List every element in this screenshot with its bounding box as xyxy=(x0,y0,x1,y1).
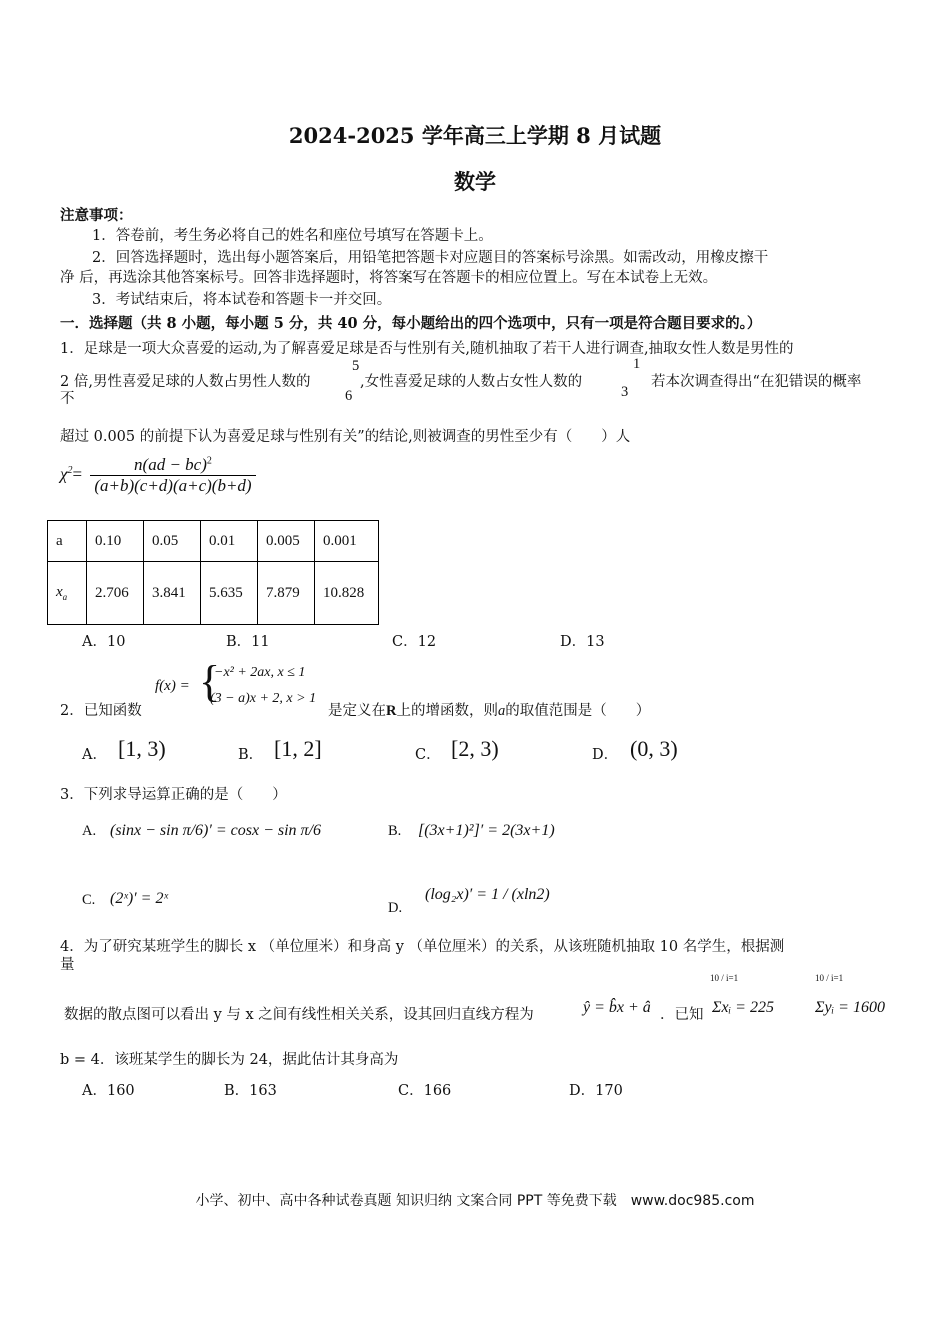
q2-option-a-value: [1, 3) xyxy=(118,736,166,761)
table-cell: 0.01 xyxy=(201,521,258,562)
q2-suffix xyxy=(328,699,650,720)
q4-sum-x-limits: 10 / i=1 xyxy=(710,973,739,983)
q4-option-b[interactable]: B．163 xyxy=(224,1083,277,1099)
q2-option-c-value: [2, 3) xyxy=(451,736,499,761)
q1-line-3: 超过 0.005 的前提下认为喜爱足球与性别有关”的结论,则被调查的男性至少有（ ）人 xyxy=(60,429,631,445)
q1-option-c[interactable]: C．12 xyxy=(392,634,437,650)
table-cell: 10.828 xyxy=(315,562,379,625)
q2-case-1: −x² + 2ax, x ≤ 1 xyxy=(214,665,306,680)
q4-sum-y-limits: 10 / i=1 xyxy=(815,973,844,983)
q4-sum-x: Σxᵢ = 225 xyxy=(712,999,774,1016)
q1-frac2-den: 3 xyxy=(621,384,629,400)
chi-numerator-sup: 2 xyxy=(206,455,212,467)
q3-option-d-expr: (log₂x)′ = 1 / (xln2) xyxy=(425,886,550,903)
notice-heading: 注意事项： xyxy=(60,207,133,224)
notice-item-2-cont: 净 后，再选涂其他答案标号。回答非选择题时，将答案写在答题卡的相应位置上。写在本试卷上无效。 xyxy=(60,270,718,286)
table-cell: 0.005 xyxy=(258,521,315,562)
x-alpha-sub: a xyxy=(62,592,68,602)
chi-eq: = xyxy=(72,464,83,484)
table-cell: 0.05 xyxy=(144,521,201,562)
q4-line-2: 数据的散点图可以看出 y 与 x 之间有线性相关关系，设其回归直线方程为 xyxy=(64,1007,534,1023)
q4-line-3: b = 4．该班某学生的脚长为 24，据此估计其身高为 xyxy=(60,1052,399,1068)
q1-frac1-den: 6 xyxy=(345,388,353,404)
table-cell: a xyxy=(48,521,87,562)
table-cell: 0.10 xyxy=(87,521,144,562)
q2-prefix: 2．已知函数 xyxy=(60,703,142,719)
q4-sum-y: Σyᵢ = 1600 xyxy=(815,999,885,1016)
q1-frac1-num: 5 xyxy=(352,358,360,374)
q1-option-b[interactable]: B．11 xyxy=(226,634,270,650)
table-row xyxy=(48,562,379,625)
critical-value-table xyxy=(47,520,379,625)
q4-regression-eq: ŷ = b̂x + â xyxy=(583,999,651,1016)
q2-option-a-label[interactable]: A． xyxy=(82,747,107,763)
chi-sup: 2 xyxy=(67,464,73,476)
q1-frac2-num: 1 xyxy=(633,356,641,372)
table-cell: 3.841 xyxy=(144,562,201,625)
q2-option-c-label[interactable]: C． xyxy=(415,747,441,763)
x-alpha-label: x xyxy=(56,584,63,600)
table-cell: 2.706 xyxy=(87,562,144,625)
q3-option-a-label[interactable]: A. xyxy=(82,823,97,839)
q3-option-d-label[interactable]: D. xyxy=(388,900,403,916)
q4-line-1: 4．为了研究某班学生的脚长 x （单位厘米）和身高 y （单位厘米）的关系，从该班随机抽取 10 名学生，根据测 xyxy=(60,939,785,955)
q2-suffix-var: a xyxy=(497,703,506,719)
q3-stem: 3．下列求导运算正确的是（ ） xyxy=(60,787,287,803)
q2-suffix-r: R xyxy=(386,703,397,719)
q1-line-2d: 不 xyxy=(60,391,75,407)
q3-option-b-expr: [(3x+1)²]′ = 2(3x+1) xyxy=(418,822,555,839)
q1-option-a[interactable]: A．10 xyxy=(82,634,126,650)
q4-option-c[interactable]: C．166 xyxy=(398,1083,452,1099)
chi-numerator: n(ad − bc) xyxy=(134,455,207,474)
table-cell: 0.001 xyxy=(315,521,379,562)
q2-brace: { xyxy=(199,657,221,706)
q3-option-b-label[interactable]: B. xyxy=(388,823,402,839)
q1-line-2b: ,女性喜爱足球的人数占女性人数的 xyxy=(360,374,583,390)
chi-denominator: (a+b)(c+d)(a+c)(b+d) xyxy=(94,476,252,495)
q2-option-b-value: [1, 2] xyxy=(274,736,322,761)
subject-title: 数学 xyxy=(454,169,496,194)
table-cell: 7.879 xyxy=(258,562,315,625)
chi-symbol: χ xyxy=(60,464,68,484)
table-cell xyxy=(48,562,87,625)
q3-option-c-expr: (2ˣ)′ = 2ˣ xyxy=(110,890,168,907)
q2-suffix-c: 的取值范围是（ ） xyxy=(505,703,651,719)
q4-option-a[interactable]: A．160 xyxy=(82,1083,135,1099)
q4-line-1b: 量 xyxy=(60,957,75,973)
table-cell: 5.635 xyxy=(201,562,258,625)
q4-option-d[interactable]: D．170 xyxy=(569,1083,623,1099)
q2-case-2: (3 − a)x + 2, x > 1 xyxy=(210,691,317,706)
q1-line-2c: 若本次调查得出“在犯错误的概率 xyxy=(651,374,862,390)
notice-item-1: 1．答卷前，考生务必将自己的姓名和座位号填写在答题卡上。 xyxy=(92,228,493,244)
chi-square-formula xyxy=(60,455,256,496)
exam-title: 2024-2025 学年高三上学期 8 月试题 xyxy=(288,123,662,148)
q2-suffix-a: 是定义在 xyxy=(328,703,386,719)
q3-option-c-label[interactable]: C. xyxy=(82,892,96,908)
section-heading: 一．选择题（共 8 小题，每小题 5 分，共 40 分，每小题给出的四个选项中，只有一项是符合题目要求的。） xyxy=(60,315,762,332)
notice-item-2: 2．回答选择题时，选出每小题答案后，用铅笔把答题卡对应题目的答案标号涂黑。如需改动，用橡皮擦干 xyxy=(92,250,769,266)
q2-option-d-label[interactable]: D． xyxy=(592,747,619,763)
table-row xyxy=(48,521,379,562)
q2-option-b-label[interactable]: B． xyxy=(238,747,264,763)
q1-option-d[interactable]: D．13 xyxy=(560,634,605,650)
q2-suffix-b: 上的增函数，则 xyxy=(396,703,498,719)
q2-fx: f(x) = xyxy=(155,678,190,694)
notice-item-3: 3．考试结束后，将本试卷和答题卡一并交回。 xyxy=(92,292,392,308)
q3-option-a-expr: (sinx − sin π/6)′ = cosx − sin π/6 xyxy=(110,822,322,839)
q1-line-1: 1．足球是一项大众喜爱的运动,为了解喜爱足球是否与性别有关,随机抽取了若干人进行调查,抽取女性人数是男性的 xyxy=(60,341,794,357)
q1-line-2a: 2 倍,男性喜爱足球的人数占男性人数的 xyxy=(60,374,311,390)
q2-option-d-value: (0, 3) xyxy=(630,736,678,761)
footer-text[interactable]: 小学、初中、高中各种试卷真题 知识归纳 文案合同 PPT 等免费下载 www.doc985.com xyxy=(195,1193,755,1209)
q4-known: ．已知 xyxy=(660,1007,704,1023)
